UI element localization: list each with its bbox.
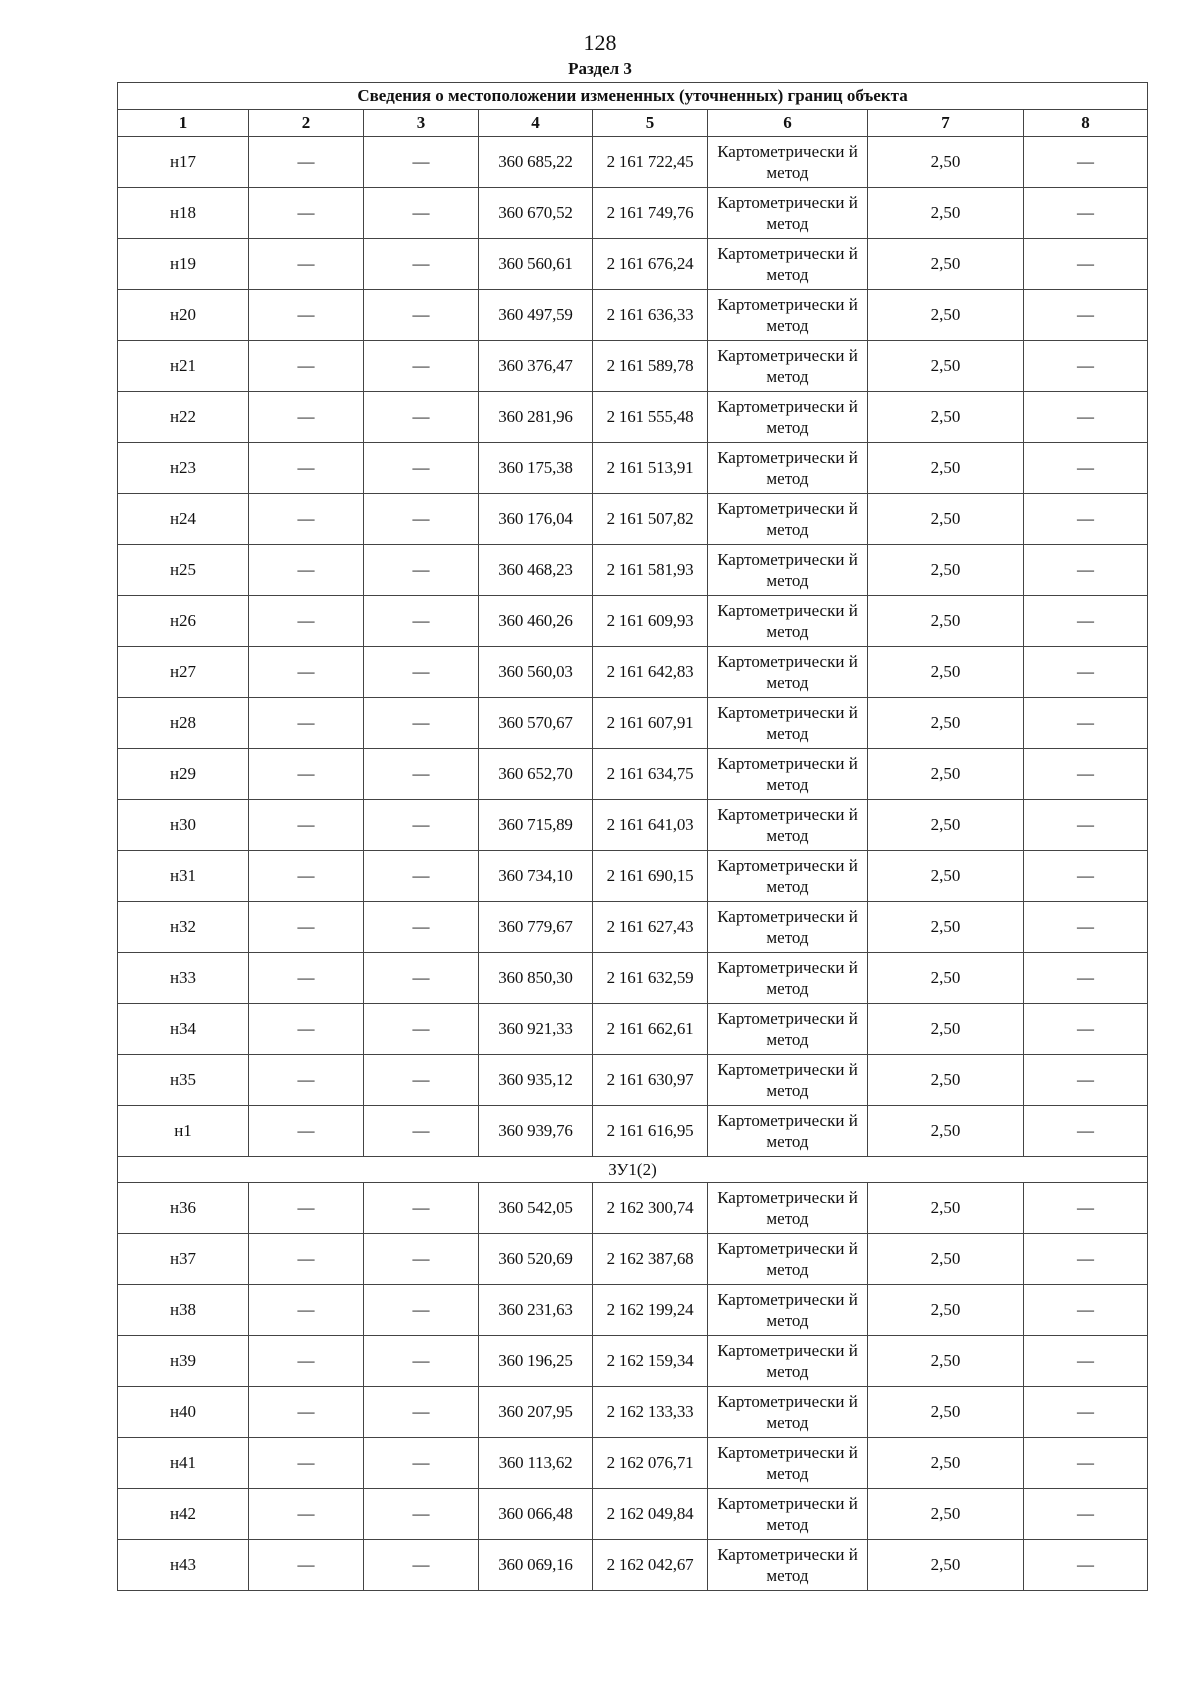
empty-value-cell: — <box>364 137 479 188</box>
point-cell: н32 <box>118 902 249 953</box>
empty-value-cell: — <box>249 1106 364 1157</box>
empty-value-cell: — <box>364 1438 479 1489</box>
table-row <box>118 1106 1148 1157</box>
table-row <box>118 188 1148 239</box>
empty-value-cell: — <box>364 1489 479 1540</box>
empty-value-cell: — <box>1024 443 1148 494</box>
x-coordinate-cell: 360 069,16 <box>479 1540 593 1591</box>
table-row <box>118 800 1148 851</box>
y-coordinate-cell: 2 161 634,75 <box>593 749 708 800</box>
empty-value-cell: — <box>364 953 479 1004</box>
table-row <box>118 290 1148 341</box>
empty-value-cell: — <box>364 341 479 392</box>
empty-value-cell: — <box>249 749 364 800</box>
table-row <box>118 239 1148 290</box>
point-cell: н35 <box>118 1055 249 1106</box>
method-cell: Картометрически й метод <box>708 1004 868 1055</box>
accuracy-cell: 2,50 <box>868 647 1024 698</box>
method-cell: Картометрически й метод <box>708 1387 868 1438</box>
page-number: 128 <box>583 30 617 55</box>
empty-value-cell: — <box>1024 1183 1148 1234</box>
method-cell: Картометрически й метод <box>708 1336 868 1387</box>
empty-value-cell: — <box>1024 1106 1148 1157</box>
accuracy-cell: 2,50 <box>868 443 1024 494</box>
y-coordinate-cell: 2 161 722,45 <box>593 137 708 188</box>
table-row <box>118 1004 1148 1055</box>
empty-value-cell: — <box>364 1285 479 1336</box>
table-row <box>118 392 1148 443</box>
x-coordinate-cell: 360 497,59 <box>479 290 593 341</box>
point-cell: н1 <box>118 1106 249 1157</box>
empty-value-cell: — <box>364 1540 479 1591</box>
point-cell: н39 <box>118 1336 249 1387</box>
empty-value-cell: — <box>249 953 364 1004</box>
point-cell: н34 <box>118 1004 249 1055</box>
x-coordinate-cell: 360 670,52 <box>479 188 593 239</box>
y-coordinate-cell: 2 161 642,83 <box>593 647 708 698</box>
empty-value-cell: — <box>249 851 364 902</box>
point-cell: н22 <box>118 392 249 443</box>
table-row <box>118 1336 1148 1387</box>
empty-value-cell: — <box>1024 1055 1148 1106</box>
accuracy-cell: 2,50 <box>868 1106 1024 1157</box>
empty-value-cell: — <box>364 800 479 851</box>
point-cell: н24 <box>118 494 249 545</box>
empty-value-cell: — <box>1024 137 1148 188</box>
method-cell: Картометрически й метод <box>708 1285 868 1336</box>
empty-value-cell: — <box>249 188 364 239</box>
accuracy-cell: 2,50 <box>868 1183 1024 1234</box>
empty-value-cell: — <box>364 290 479 341</box>
empty-value-cell: — <box>364 596 479 647</box>
table-row <box>118 647 1148 698</box>
point-cell: н28 <box>118 698 249 749</box>
empty-value-cell: — <box>364 749 479 800</box>
table-row <box>118 494 1148 545</box>
empty-value-cell: — <box>1024 1336 1148 1387</box>
x-coordinate-cell: 360 570,67 <box>479 698 593 749</box>
empty-value-cell: — <box>249 1055 364 1106</box>
empty-value-cell: — <box>364 545 479 596</box>
accuracy-cell: 2,50 <box>868 1489 1024 1540</box>
empty-value-cell: — <box>364 1336 479 1387</box>
empty-value-cell: — <box>1024 902 1148 953</box>
empty-value-cell: — <box>1024 341 1148 392</box>
table-row <box>118 1183 1148 1234</box>
x-coordinate-cell: 360 113,62 <box>479 1438 593 1489</box>
point-cell: н38 <box>118 1285 249 1336</box>
y-coordinate-cell: 2 162 042,67 <box>593 1540 708 1591</box>
x-coordinate-cell: 360 176,04 <box>479 494 593 545</box>
x-coordinate-cell: 360 715,89 <box>479 800 593 851</box>
y-coordinate-cell: 2 162 300,74 <box>593 1183 708 1234</box>
y-coordinate-cell: 2 161 589,78 <box>593 341 708 392</box>
accuracy-cell: 2,50 <box>868 1336 1024 1387</box>
table-row <box>118 1234 1148 1285</box>
empty-value-cell: — <box>1024 392 1148 443</box>
accuracy-cell: 2,50 <box>868 800 1024 851</box>
empty-value-cell: — <box>249 1489 364 1540</box>
point-cell: н36 <box>118 1183 249 1234</box>
accuracy-cell: 2,50 <box>868 698 1024 749</box>
empty-value-cell: — <box>249 1183 364 1234</box>
point-cell: н40 <box>118 1387 249 1438</box>
point-cell: н37 <box>118 1234 249 1285</box>
table-row <box>118 851 1148 902</box>
x-coordinate-cell: 360 850,30 <box>479 953 593 1004</box>
table-row <box>118 698 1148 749</box>
section-title: Раздел 3 <box>568 59 632 78</box>
empty-value-cell: — <box>364 902 479 953</box>
x-coordinate-cell: 360 196,25 <box>479 1336 593 1387</box>
method-cell: Картометрически й метод <box>708 749 868 800</box>
y-coordinate-cell: 2 161 609,93 <box>593 596 708 647</box>
x-coordinate-cell: 360 520,69 <box>479 1234 593 1285</box>
table-body <box>118 137 1148 1591</box>
boundary-coordinates-table <box>117 82 1148 1591</box>
method-cell: Картометрически й метод <box>708 239 868 290</box>
x-coordinate-cell: 360 939,76 <box>479 1106 593 1157</box>
point-cell: н30 <box>118 800 249 851</box>
empty-value-cell: — <box>1024 1387 1148 1438</box>
method-cell: Картометрически й метод <box>708 953 868 1004</box>
empty-value-cell: — <box>249 137 364 188</box>
column-header: 3 <box>364 110 479 137</box>
y-coordinate-cell: 2 161 607,91 <box>593 698 708 749</box>
point-cell: н23 <box>118 443 249 494</box>
x-coordinate-cell: 360 175,38 <box>479 443 593 494</box>
y-coordinate-cell: 2 161 513,91 <box>593 443 708 494</box>
y-coordinate-cell: 2 161 581,93 <box>593 545 708 596</box>
point-cell: н19 <box>118 239 249 290</box>
empty-value-cell: — <box>364 188 479 239</box>
method-cell: Картометрически й метод <box>708 341 868 392</box>
method-cell: Картометрически й метод <box>708 800 868 851</box>
empty-value-cell: — <box>364 239 479 290</box>
x-coordinate-cell: 360 376,47 <box>479 341 593 392</box>
accuracy-cell: 2,50 <box>868 392 1024 443</box>
empty-value-cell: — <box>249 1234 364 1285</box>
method-cell: Картометрически й метод <box>708 392 868 443</box>
empty-value-cell: — <box>1024 698 1148 749</box>
accuracy-cell: 2,50 <box>868 749 1024 800</box>
y-coordinate-cell: 2 161 616,95 <box>593 1106 708 1157</box>
accuracy-cell: 2,50 <box>868 1234 1024 1285</box>
accuracy-cell: 2,50 <box>868 1285 1024 1336</box>
empty-value-cell: — <box>364 392 479 443</box>
method-cell: Картометрически й метод <box>708 647 868 698</box>
accuracy-cell: 2,50 <box>868 341 1024 392</box>
empty-value-cell: — <box>249 1004 364 1055</box>
method-cell: Картометрически й метод <box>708 851 868 902</box>
empty-value-cell: — <box>364 698 479 749</box>
empty-value-cell: — <box>1024 290 1148 341</box>
column-header: 1 <box>118 110 249 137</box>
method-cell: Картометрически й метод <box>708 1489 868 1540</box>
x-coordinate-cell: 360 207,95 <box>479 1387 593 1438</box>
point-cell: н27 <box>118 647 249 698</box>
method-cell: Картометрически й метод <box>708 494 868 545</box>
x-coordinate-cell: 360 734,10 <box>479 851 593 902</box>
method-cell: Картометрически й метод <box>708 1540 868 1591</box>
y-coordinate-cell: 2 161 641,03 <box>593 800 708 851</box>
y-coordinate-cell: 2 161 749,76 <box>593 188 708 239</box>
x-coordinate-cell: 360 468,23 <box>479 545 593 596</box>
y-coordinate-cell: 2 161 507,82 <box>593 494 708 545</box>
y-coordinate-cell: 2 161 630,97 <box>593 1055 708 1106</box>
empty-value-cell: — <box>364 1004 479 1055</box>
table-row <box>118 1055 1148 1106</box>
y-coordinate-cell: 2 161 636,33 <box>593 290 708 341</box>
accuracy-cell: 2,50 <box>868 1004 1024 1055</box>
y-coordinate-cell: 2 161 690,15 <box>593 851 708 902</box>
empty-value-cell: — <box>249 1336 364 1387</box>
empty-value-cell: — <box>364 1183 479 1234</box>
table-row <box>118 1285 1148 1336</box>
empty-value-cell: — <box>1024 545 1148 596</box>
empty-value-cell: — <box>364 1055 479 1106</box>
point-cell: н41 <box>118 1438 249 1489</box>
point-cell: н17 <box>118 137 249 188</box>
method-cell: Картометрически й метод <box>708 443 868 494</box>
y-coordinate-cell: 2 161 632,59 <box>593 953 708 1004</box>
empty-value-cell: — <box>1024 1234 1148 1285</box>
empty-value-cell: — <box>249 341 364 392</box>
table-row <box>118 1387 1148 1438</box>
empty-value-cell: — <box>1024 1489 1148 1540</box>
y-coordinate-cell: 2 161 662,61 <box>593 1004 708 1055</box>
empty-value-cell: — <box>1024 749 1148 800</box>
table-caption-row <box>118 83 1148 110</box>
point-cell: н31 <box>118 851 249 902</box>
empty-value-cell: — <box>364 1234 479 1285</box>
y-coordinate-cell: 2 162 159,34 <box>593 1336 708 1387</box>
empty-value-cell: — <box>364 443 479 494</box>
x-coordinate-cell: 360 685,22 <box>479 137 593 188</box>
method-cell: Картометрически й метод <box>708 137 868 188</box>
accuracy-cell: 2,50 <box>868 545 1024 596</box>
table-row <box>118 137 1148 188</box>
method-cell: Картометрически й метод <box>708 545 868 596</box>
empty-value-cell: — <box>249 392 364 443</box>
column-header: 7 <box>868 110 1024 137</box>
column-header: 5 <box>593 110 708 137</box>
column-header: 4 <box>479 110 593 137</box>
y-coordinate-cell: 2 162 133,33 <box>593 1387 708 1438</box>
point-cell: н25 <box>118 545 249 596</box>
method-cell: Картометрически й метод <box>708 1055 868 1106</box>
x-coordinate-cell: 360 652,70 <box>479 749 593 800</box>
column-header-row <box>118 110 1148 137</box>
method-cell: Картометрически й метод <box>708 902 868 953</box>
y-coordinate-cell: 2 161 676,24 <box>593 239 708 290</box>
empty-value-cell: — <box>1024 1438 1148 1489</box>
accuracy-cell: 2,50 <box>868 137 1024 188</box>
empty-value-cell: — <box>1024 1285 1148 1336</box>
empty-value-cell: — <box>1024 953 1148 1004</box>
x-coordinate-cell: 360 231,63 <box>479 1285 593 1336</box>
point-cell: н42 <box>118 1489 249 1540</box>
empty-value-cell: — <box>249 902 364 953</box>
column-header: 6 <box>708 110 868 137</box>
point-cell: н29 <box>118 749 249 800</box>
accuracy-cell: 2,50 <box>868 1438 1024 1489</box>
group-label: ЗУ1(2) <box>118 1157 1148 1183</box>
table-row <box>118 953 1148 1004</box>
accuracy-cell: 2,50 <box>868 239 1024 290</box>
point-cell: н20 <box>118 290 249 341</box>
empty-value-cell: — <box>1024 494 1148 545</box>
x-coordinate-cell: 360 921,33 <box>479 1004 593 1055</box>
y-coordinate-cell: 2 162 199,24 <box>593 1285 708 1336</box>
x-coordinate-cell: 360 560,61 <box>479 239 593 290</box>
method-cell: Картометрически й метод <box>708 1106 868 1157</box>
accuracy-cell: 2,50 <box>868 902 1024 953</box>
accuracy-cell: 2,50 <box>868 290 1024 341</box>
empty-value-cell: — <box>1024 1540 1148 1591</box>
method-cell: Картометрически й метод <box>708 1183 868 1234</box>
empty-value-cell: — <box>249 545 364 596</box>
accuracy-cell: 2,50 <box>868 851 1024 902</box>
empty-value-cell: — <box>249 443 364 494</box>
table-row <box>118 1438 1148 1489</box>
table-row <box>118 1489 1148 1540</box>
accuracy-cell: 2,50 <box>868 1540 1024 1591</box>
table-row <box>118 443 1148 494</box>
empty-value-cell: — <box>1024 188 1148 239</box>
y-coordinate-cell: 2 162 387,68 <box>593 1234 708 1285</box>
empty-value-cell: — <box>364 494 479 545</box>
empty-value-cell: — <box>249 1438 364 1489</box>
method-cell: Картометрически й метод <box>708 1234 868 1285</box>
empty-value-cell: — <box>249 800 364 851</box>
y-coordinate-cell: 2 161 555,48 <box>593 392 708 443</box>
point-cell: н26 <box>118 596 249 647</box>
empty-value-cell: — <box>364 851 479 902</box>
empty-value-cell: — <box>1024 239 1148 290</box>
empty-value-cell: — <box>249 239 364 290</box>
table-row <box>118 341 1148 392</box>
method-cell: Картометрически й метод <box>708 290 868 341</box>
table-row <box>118 545 1148 596</box>
y-coordinate-cell: 2 162 049,84 <box>593 1489 708 1540</box>
empty-value-cell: — <box>249 1285 364 1336</box>
column-header: 8 <box>1024 110 1148 137</box>
empty-value-cell: — <box>249 290 364 341</box>
accuracy-cell: 2,50 <box>868 1055 1024 1106</box>
column-header: 2 <box>249 110 364 137</box>
accuracy-cell: 2,50 <box>868 953 1024 1004</box>
empty-value-cell: — <box>364 1106 479 1157</box>
empty-value-cell: — <box>249 1540 364 1591</box>
x-coordinate-cell: 360 066,48 <box>479 1489 593 1540</box>
method-cell: Картометрически й метод <box>708 1438 868 1489</box>
point-cell: н21 <box>118 341 249 392</box>
x-coordinate-cell: 360 560,03 <box>479 647 593 698</box>
empty-value-cell: — <box>249 698 364 749</box>
accuracy-cell: 2,50 <box>868 494 1024 545</box>
x-coordinate-cell: 360 281,96 <box>479 392 593 443</box>
accuracy-cell: 2,50 <box>868 1387 1024 1438</box>
empty-value-cell: — <box>249 494 364 545</box>
empty-value-cell: — <box>249 1387 364 1438</box>
table-row <box>118 902 1148 953</box>
empty-value-cell: — <box>364 1387 479 1438</box>
empty-value-cell: — <box>1024 1004 1148 1055</box>
point-cell: н18 <box>118 188 249 239</box>
empty-value-cell: — <box>1024 800 1148 851</box>
y-coordinate-cell: 2 161 627,43 <box>593 902 708 953</box>
point-cell: н43 <box>118 1540 249 1591</box>
empty-value-cell: — <box>364 647 479 698</box>
empty-value-cell: — <box>249 596 364 647</box>
method-cell: Картометрически й метод <box>708 188 868 239</box>
empty-value-cell: — <box>1024 596 1148 647</box>
empty-value-cell: — <box>1024 851 1148 902</box>
x-coordinate-cell: 360 542,05 <box>479 1183 593 1234</box>
group-label-row <box>118 1157 1148 1183</box>
x-coordinate-cell: 360 460,26 <box>479 596 593 647</box>
accuracy-cell: 2,50 <box>868 188 1024 239</box>
method-cell: Картометрически й метод <box>708 698 868 749</box>
accuracy-cell: 2,50 <box>868 596 1024 647</box>
x-coordinate-cell: 360 935,12 <box>479 1055 593 1106</box>
table-row <box>118 749 1148 800</box>
empty-value-cell: — <box>1024 647 1148 698</box>
x-coordinate-cell: 360 779,67 <box>479 902 593 953</box>
empty-value-cell: — <box>249 647 364 698</box>
method-cell: Картометрически й метод <box>708 596 868 647</box>
table-row <box>118 1540 1148 1591</box>
table-row <box>118 596 1148 647</box>
y-coordinate-cell: 2 162 076,71 <box>593 1438 708 1489</box>
table-caption: Сведения о местоположении измененных (уточненных) границ объекта <box>118 83 1148 110</box>
point-cell: н33 <box>118 953 249 1004</box>
